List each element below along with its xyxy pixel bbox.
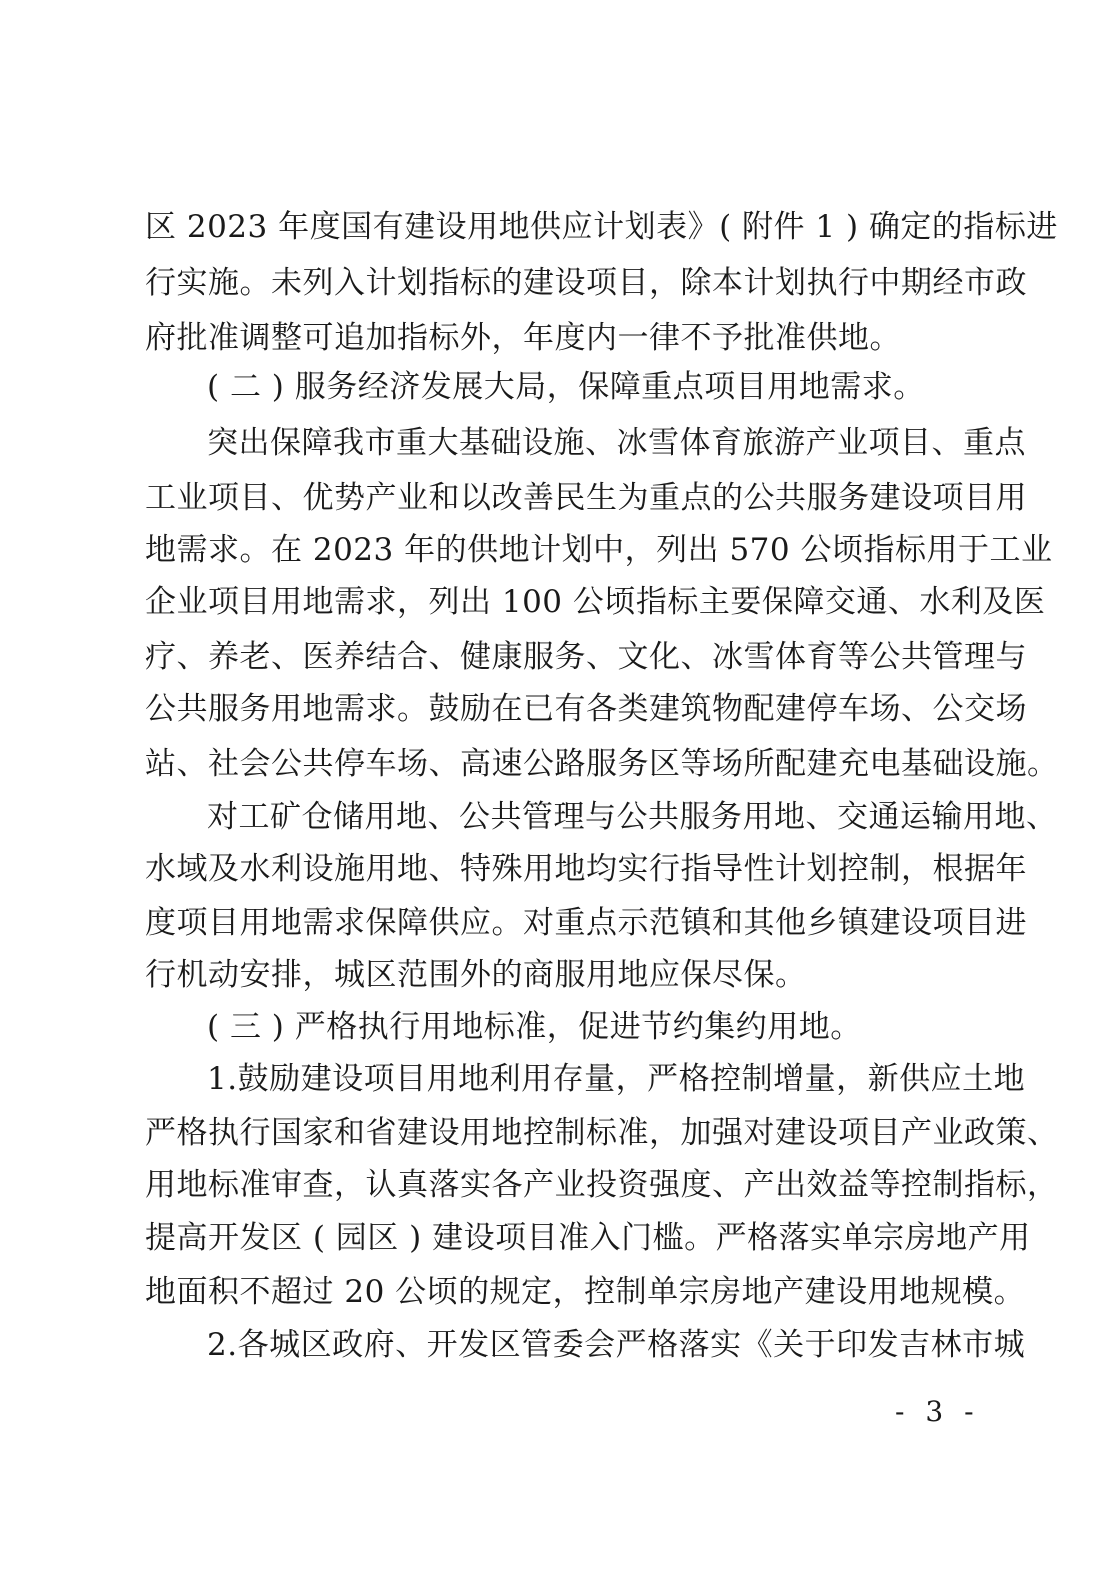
paragraph-line: 度项目用地需求保障供应。对重点示范镇和其他乡镇建设项目进	[145, 905, 1027, 941]
paragraph-line: 水域及水利设施用地、特殊用地均实行指导性计划控制，根据年	[145, 851, 1027, 887]
page-number: - 3 -	[895, 1395, 980, 1428]
paragraph-line: 企业项目用地需求，列出 100 公顷指标主要保障交通、水利及医	[145, 584, 1046, 620]
paragraph-line: 严格执行国家和省建设用地控制标准，加强对建设项目产业政策、	[145, 1115, 1059, 1151]
paragraph-line: 工业项目、优势产业和以改善民生为重点的公共服务建设项目用	[145, 480, 1027, 516]
paragraph-line: 府批准调整可追加指标外，年度内一律不予批准供地。	[145, 320, 901, 356]
paragraph-line: 公共服务用地需求。鼓励在已有各类建筑物配建停车场、公交场	[145, 691, 1027, 727]
paragraph-line: 行实施。未列入计划指标的建设项目，除本计划执行中期经市政	[145, 265, 1027, 301]
paragraph-line: 站、社会公共停车场、高速公路服务区等场所配建充电基础设施。	[145, 746, 1059, 782]
paragraph-line: 提高开发区 ( 园区 ) 建设项目准入门槛。严格落实单宗房地产用	[145, 1220, 1031, 1256]
paragraph-line: 2.各城区政府、开发区管委会严格落实《关于印发吉林市城	[207, 1327, 1026, 1363]
paragraph-line: 地面积不超过 20 公顷的规定，控制单宗房地产建设用地规模。	[145, 1274, 1026, 1310]
section-heading: ( 三 ) 严格执行用地标准，促进节约集约用地。	[207, 1009, 862, 1045]
section-heading: ( 二 ) 服务经济发展大局，保障重点项目用地需求。	[207, 369, 925, 405]
paragraph-line: 用地标准审查，认真落实各产业投资强度、产出效益等控制指标，	[145, 1167, 1059, 1203]
paragraph-line: 地需求。在 2023 年的供地计划中，列出 570 公顷指标用于工业	[145, 532, 1053, 568]
paragraph-line: 1.鼓励建设项目用地利用存量，严格控制增量，新供应土地	[207, 1061, 1026, 1097]
paragraph-line: 疗、养老、医养结合、健康服务、文化、冰雪体育等公共管理与	[145, 639, 1027, 675]
paragraph-line: 区 2023 年度国有建设用地供应计划表》( 附件 1 ) 确定的指标进	[145, 209, 1058, 245]
paragraph-line: 对工矿仓储用地、公共管理与公共服务用地、交通运输用地、	[207, 799, 1058, 835]
paragraph-line: 突出保障我市重大基础设施、冰雪体育旅游产业项目、重点	[207, 425, 1026, 461]
paragraph-line: 行机动安排，城区范围外的商服用地应保尽保。	[145, 957, 807, 993]
